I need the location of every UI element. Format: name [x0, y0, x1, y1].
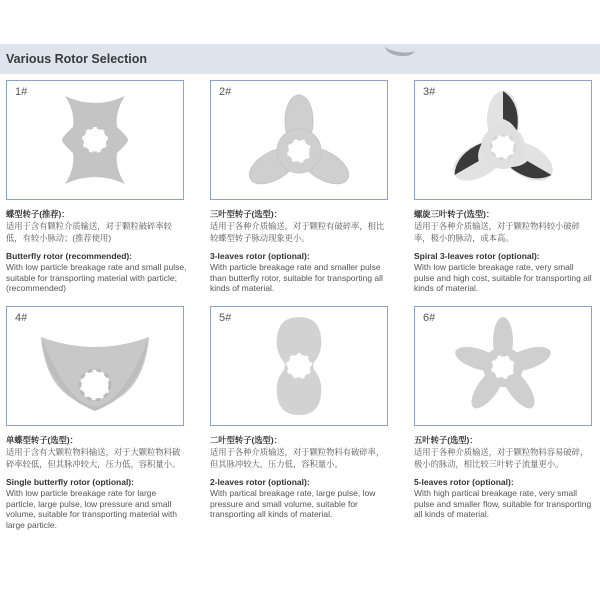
rotor-cn-title: 单蝶型转子(选型)： [6, 435, 78, 445]
rotor-image-box [414, 306, 592, 426]
rotor-card-5 [210, 306, 392, 520]
three-leaves-rotor-icon [211, 81, 387, 199]
rotor-en-desc: With low particle breakage rate for large particle, large pulse, low pressure and small volume, suitable for transporting material with large particle. [6, 488, 178, 530]
rotor-cn-title: 螺旋三叶转子(选型)： [414, 209, 495, 219]
rotor-number: 1# [15, 86, 28, 98]
page-title: Various Rotor Selection [6, 52, 148, 66]
rotor-image-box [6, 306, 184, 426]
rotor-en-title: 2-leaves rotor (optional): [210, 477, 310, 487]
rotor-card-3 [414, 80, 596, 294]
rotor-image-box [210, 306, 388, 426]
five-leaves-rotor-icon [415, 307, 591, 425]
rotor-number: 3# [423, 86, 436, 98]
rotor-image-box [414, 80, 592, 200]
rotor-cn-desc: 适用于含有大颗粒物料输送，对于大颗粒物料破碎率较低，但其脉冲较大，压力低，容积量小。 [6, 447, 181, 469]
rotor-card-4 [6, 306, 188, 530]
rotor-card-1 [6, 80, 188, 294]
rotor-cn-title: 二叶型转子(选型)： [210, 435, 282, 445]
rotor-en-desc: With particle breakage rate and smaller pulse than butterfly rotor, suitable for transporting all kinds of material. [210, 262, 383, 293]
rotor-en-desc: With low particle breakage rate, very small pulse and high cost, suitable for transporting all kinds of material. [414, 262, 592, 293]
rotor-image-box [210, 80, 388, 200]
single-butterfly-rotor-icon [7, 307, 183, 425]
rotor-cn-title: 蝶型转子(推荐)： [6, 209, 70, 219]
rotor-cn-desc: 适用于各种介质输送，对于颗粒物料有破碎率，但其脉冲较大，压力低，容积量小。 [210, 447, 385, 469]
spiral-three-leaves-rotor-icon [415, 81, 591, 199]
rotor-cn-desc: 适用于各种介质输送，对于颗粒物料容易破碎，极小的脉动，相比较三叶转子流量更小。 [414, 447, 589, 469]
rotor-card-2 [210, 80, 392, 294]
rotor-en-title: 3-leaves rotor (optional): [210, 251, 310, 261]
rotor-cn-desc: 适用于各种介质输送，对于颗粒物料较小破碎率，极小的脉动，成本高。 [414, 221, 580, 243]
rotor-cn-title: 三叶型转子(选型)： [210, 209, 282, 219]
rotor-en-title: Spiral 3-leaves rotor (optional): [414, 251, 540, 261]
rotor-en-title: Single butterfly rotor (optional): [6, 477, 134, 487]
rotor-cn-desc: 适用于各种介质输送，对于颗粒有破碎率，相比较蝶型转子脉动现象更小。 [210, 221, 385, 243]
decorative-swoosh [384, 38, 416, 58]
rotor-number: 4# [15, 312, 28, 324]
rotor-en-title: Butterfly rotor (recommended): [6, 251, 133, 261]
two-leaves-rotor-icon [211, 307, 387, 425]
rotor-en-desc: With low particle breakage rate and small pulse, suitable for transporting material with particle; (recommended) [6, 262, 187, 293]
rotor-number: 6# [423, 312, 436, 324]
rotor-en-desc: With high partical breakage rate, very small pulse and smaller flow, suitable for transporting all kinds of material. [414, 488, 592, 519]
rotor-number: 5# [219, 312, 232, 324]
rotor-en-desc: With partical breakage rate, large pulse, low pressure and small volume, suitable for transporting all kinds of material. [210, 488, 376, 519]
rotor-cn-desc: 适用于含有颗粒介质输送，对于颗粒破碎率较低，有较小脉动；(推荐使用) [6, 221, 172, 243]
rotor-number: 2# [219, 86, 232, 98]
rotor-cn-title: 五叶转子(选型)： [414, 435, 478, 445]
rotor-en-title: 5-leaves rotor (optional): [414, 477, 514, 487]
rotor-image-box [6, 80, 184, 200]
butterfly-rotor-icon [7, 81, 183, 199]
rotor-card-6 [414, 306, 596, 520]
